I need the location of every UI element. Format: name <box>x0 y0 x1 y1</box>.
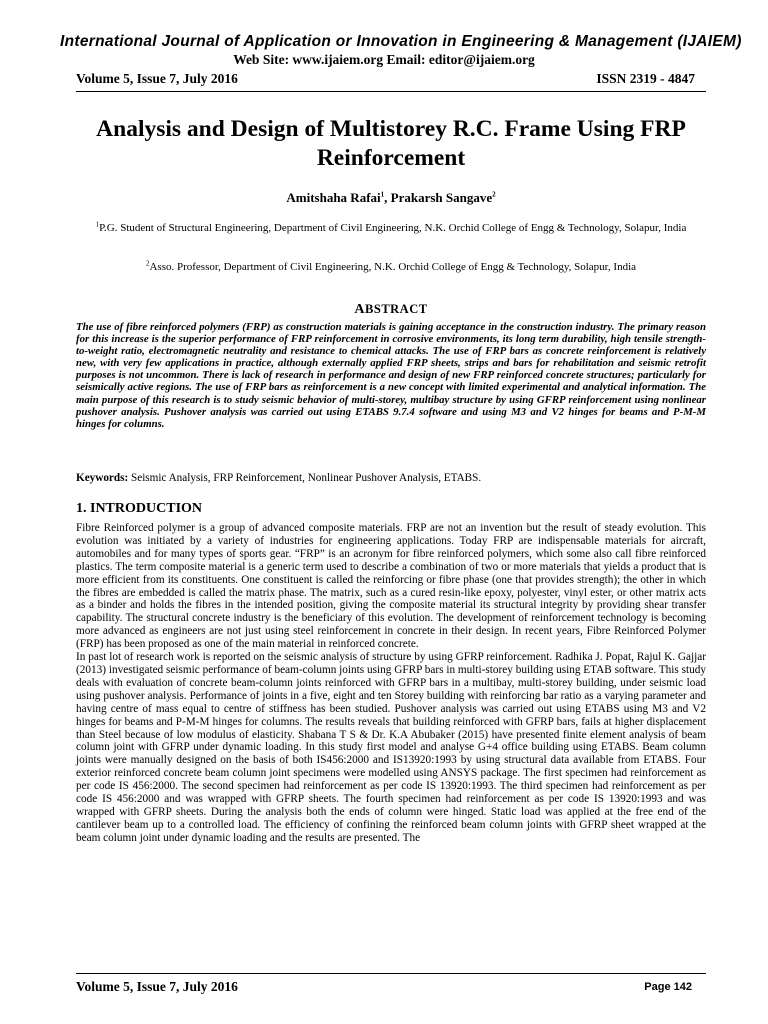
affiliation-1-mark: 1 <box>95 220 100 229</box>
paragraph: In past lot of research work is reported on the seismic analysis of structure by using GFRP reinforcement. Radhika J. Popat, Rajul K. Gajjar (2013) investigated seismic performance of beam-column joints using GFRP bars in multi-storey building using ETAB software. This study deals with evaluation of concrete beam-column joints reinforced with GFRP bars in a multibay, multi-storey building, under seismic load using pushover analysis. Performance of joints in a five, eight and ten Storey building with reinforcing bar ratio as a varying parameter and having centre of mass equal to centre of stiffness has been studied. Pushover analysis was carried out using ETABS using M3 and V2 hinges for beams and P-M-M hinges for columns. The results reveals that building reinforced with GFRP bars, fails at higher displacement than Steel because of low modulus of elasticity. Shabana T S & Dr. K.A Abubaker (2015) have presented finite element analysis of beam column joint with GFRP under dynamic loading. In this study first model and analyse G+4 office building using ETABS. Beam column joints were manually designed on the basis of both IS456:2000 and IS13920:1993 by using structural data available from ETABS. Four exterior reinforced concrete beam column joint specimens were modelled using ANSYS package. The first specimen had reinforcement as per code IS 456:2000. The second specimen had reinforcement as per code IS 13920:1993. The third specimen had reinforcement as per code IS 456:2000 and was wrapped with GFRP sheets. The fourth specimen had reinforcement as per code IS 13920:1993 and was wrapped with GFRP sheets. During the analysis both the ends of column were hinged. Static load was applied at the free end of the cantilever beam up to a controlled load. The efficiency of confining the reinforced beam column joints with GFRP sheet wrapped at the beam column joint under dynamic loading and the results are presented. The <box>76 651 706 844</box>
keywords <box>76 472 706 484</box>
affiliation-2-text: Asso. Professor, Department of Civil Engineering, N.K. Orchid College of Engg & Technology, Solapur, India <box>149 261 637 273</box>
website-line: Web Site: www.ijaiem.org Email: editor@ijaiem.org <box>233 52 535 67</box>
author-2-affil-mark: 2 <box>492 190 496 199</box>
page-number: Page 142 <box>644 981 692 993</box>
abstract-heading-initial: A <box>354 302 366 317</box>
abstract-heading-rest: BSTRACT <box>365 302 428 316</box>
paragraph: Fibre Reinforced polymer is a group of advanced composite materials. FRP are not an invention but the result of steady evolution. This evolution was initiated by a variety of industries for engineering applications. Today FRP are indispensable materials for aircraft, automobiles and for many types of sports gear. “FRP” is an acronym for fibre reinforced polymers, which some also call fibre reinforced plastics. The term composite material is a generic term used to describe a combination of two or more materials that yields a product that is more efficient from its constituents. One constituent is called the reinforcing or fibre phase (one that provides strength); the other in which the fibres are embedded is called the matrix phase. The matrix, such as a cured resin-like epoxy, polyester, vinyl ester, or other matrix acts as a binder and holds the fibres in the intended position, giving the composite material its structural integrity by providing shear transfer capability. The structural concrete industry is the beneficiary of this evolution. The development of reinforcement technology is becoming more advanced as engineers are not just using steel reinforcement in concrete in their design. In recent years, Fibre Reinforced Polymer (FRP) has been proposed as one of the main material in reinforced concrete. <box>76 522 706 651</box>
header-divider <box>76 91 706 92</box>
header-issn: ISSN 2319 - 4847 <box>596 71 695 86</box>
header-volume-issue: Volume 5, Issue 7, July 2016 <box>76 71 238 86</box>
abstract-body: The use of fibre reinforced polymers (FRP) as construction materials is gaining acceptance in the construction industry. The primary reason for this increase is the superior performance of FRP reinforcement in corrosive environments, its long term durability, high tensile strength-to-weight ratio, electromagnetic neutrality and resistance to chemical attacks. The use of FRP bars as concrete reinforcement is relatively new, with very few applications in practice, although externally applied FRP sheets, strips and bars for rehabilitation and seismic retrofit purposes is not uncommon. There is lack of research in performance and design of new FRP reinforced concrete structures; particularly for seismically active regions. The use of FRP bars as reinforcement is a new concept with limited experimental and analytical information. The main purpose of this research is to study seismic behavior of multi-storey, multibay structure by using GFRP reinforcement using nonlinear pushover analysis. Pushover analysis was carried out using ETABS 9.7.4 software and using M3 and V2 hinges for beams and P-M-M hinges for columns. <box>76 321 706 430</box>
affiliation-1-text: P.G. Student of Structural Engineering, Department of Civil Engineering, N.K. Orchid College of Engg & Technology, Solapur, India <box>99 222 687 234</box>
author-1: Amitshaha Rafai <box>286 190 381 205</box>
author-separator: , <box>384 190 391 205</box>
keywords-text: Seismic Analysis, FRP Reinforcement, Nonlinear Pushover Analysis, ETABS. <box>128 472 482 484</box>
affiliation-2 <box>76 261 706 274</box>
paper-title: Analysis and Design of Multistorey R.C. Frame Using FRP Reinforcement <box>96 116 686 171</box>
author-2: Prakarsh Sangave <box>390 190 493 205</box>
keywords-label: Keywords: <box>76 472 129 484</box>
affiliation-1 <box>76 222 706 235</box>
introduction-body <box>76 522 706 845</box>
author-line <box>76 190 706 206</box>
footer-volume-issue: Volume 5, Issue 7, July 2016 <box>76 979 238 994</box>
journal-title: International Journal of Application or Innovation in Engineering & Management (IJAIEM) <box>60 33 742 50</box>
section-heading-introduction: 1. INTRODUCTION <box>76 501 203 516</box>
footer-divider <box>76 973 706 974</box>
abstract-heading <box>76 302 706 318</box>
author-1-affil-mark: 1 <box>380 190 385 199</box>
affiliation-2-mark: 2 <box>145 259 150 268</box>
